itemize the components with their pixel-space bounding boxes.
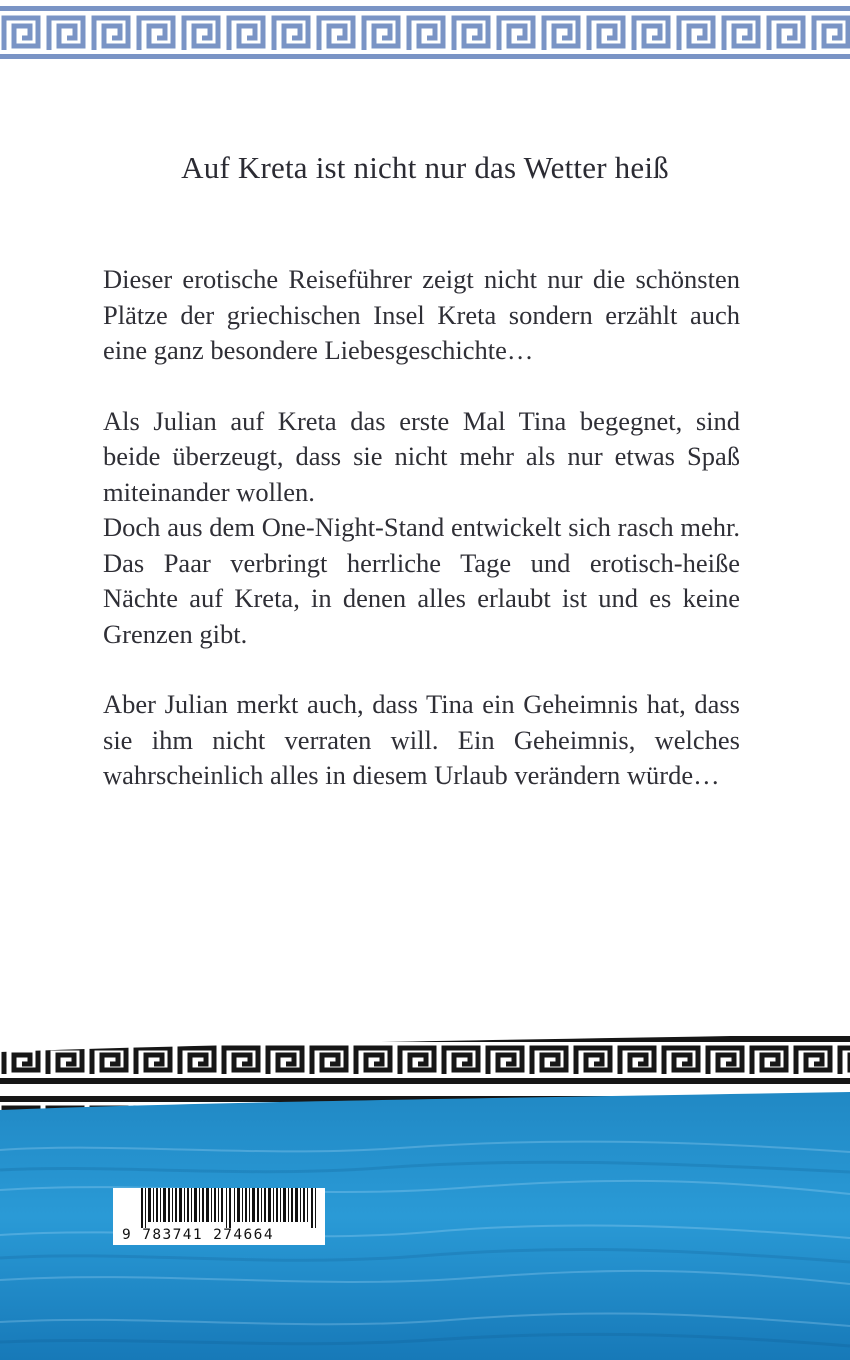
blurb-paragraph: Aber Julian merkt auch, dass Tina ein Geheimnis hat, dass sie ihm nicht verraten will. Ein Geheimnis, welches wahrscheinlich alles in diesem Urlaub verändern würde…	[103, 689, 740, 790]
blurb-paragraph: Dieser erotische Reiseführer zeigt nicht nur die schönsten Plätze der griechischen Insel Kreta sondern erzählt auch eine ganz besondere Liebesgeschichte…	[103, 264, 740, 365]
isbn-digits: 9 783741 274664	[122, 1227, 274, 1243]
cover-blurb	[103, 262, 740, 794]
blurb-paragraph: Doch aus dem One-Night-Stand entwickelt sich rasch mehr. Das Paar verbringt herrliche Tage und erotisch-heiße Nächte auf Kreta, in denen alles erlaubt ist und es keine Grenzen gibt.	[103, 512, 740, 649]
barcode-icon	[139, 1188, 329, 1228]
isbn-barcode	[113, 1188, 325, 1245]
top-greek-key-border	[0, 0, 850, 66]
greek-key-border-icon	[0, 0, 850, 66]
blurb-paragraph: Als Julian auf Kreta das erste Mal Tina begegnet, sind beide überzeugt, dass sie nicht mehr als nur etwas Spaß miteinander wollen.	[103, 405, 740, 507]
cover-headline: Auf Kreta ist nicht nur das Wetter heiß	[181, 150, 669, 185]
